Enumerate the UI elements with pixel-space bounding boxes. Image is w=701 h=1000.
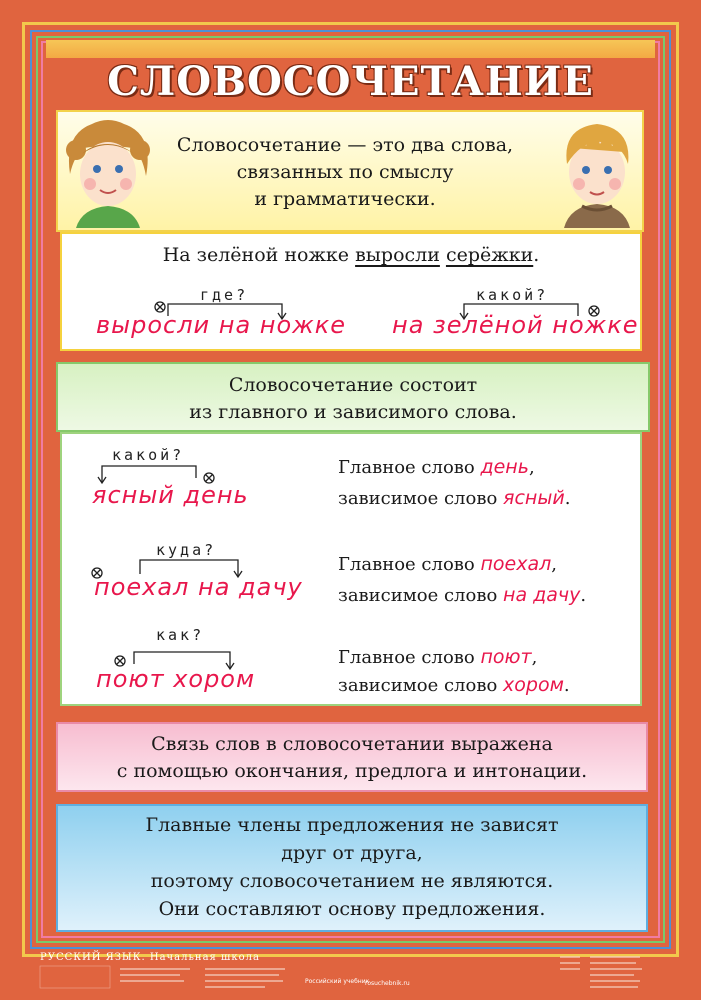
main-word: день xyxy=(480,456,529,478)
footer-series: РУССКИЙ ЯЗЫК. Начальная школа xyxy=(40,952,260,963)
question-label: как? xyxy=(156,626,205,644)
main-word: поехал xyxy=(480,553,552,575)
phrase-handwritten: поют хором xyxy=(96,665,256,693)
dependency-arrow xyxy=(460,304,599,319)
note-line: Они составляют основу предложения. xyxy=(158,898,546,920)
sentence-part: На зелёной ножке xyxy=(162,244,356,266)
connection-line: с помощью окончания, предлога и интонации. xyxy=(116,760,588,782)
main-word-line: Главное слово поют, xyxy=(338,646,538,668)
dependent-word-line: зависимое слово хором. xyxy=(338,674,570,696)
dependent-word: ясный xyxy=(503,487,565,509)
dependency-arrow xyxy=(115,652,234,669)
dependent-word-label: зависимое слово xyxy=(338,488,498,509)
phrase-handwritten: ясный день xyxy=(92,481,249,509)
definition-line: и грамматически. xyxy=(254,188,436,210)
dependent-word: хором xyxy=(503,674,564,696)
main-word-line: Главное слово поехал, xyxy=(338,553,557,575)
phrase-handwritten: поехал на дачу xyxy=(94,573,303,601)
dependent-word: на дачу xyxy=(503,584,581,606)
predicate-word: выросли xyxy=(355,244,440,266)
definition-line: Словосочетание — это два слова, xyxy=(176,134,514,156)
main-word-label: Главное слово xyxy=(338,554,475,575)
structure-line: Словосочетание состоит xyxy=(228,374,478,396)
main-word-label: Главное слово xyxy=(338,457,475,478)
question-label: где? xyxy=(200,286,249,304)
sentence-part: . xyxy=(533,244,540,266)
dependency-arrow xyxy=(92,560,242,578)
dependency-arrow xyxy=(155,302,286,319)
structure-line: из главного и зависимого слова. xyxy=(189,401,517,423)
poster-title: СЛОВОСОЧЕТАНИЕ xyxy=(107,58,594,105)
dependent-word-line: зависимое слово ясный. xyxy=(338,487,571,509)
main-word-label: Главное слово xyxy=(338,647,475,668)
main-word-line: Главное слово день, xyxy=(338,456,535,478)
dependent-word-line: зависимое слово на дачу. xyxy=(338,584,587,606)
question-label: какой? xyxy=(476,286,549,304)
dependent-word-label: зависимое слово xyxy=(338,675,498,696)
question-label: куда? xyxy=(156,541,217,559)
question-label: какой? xyxy=(112,446,185,464)
subject-word: серёжки xyxy=(445,244,534,266)
connection-line: Связь слов в словосочетании выражена xyxy=(151,733,553,755)
note-line: поэтому словосочетанием не являются. xyxy=(150,870,554,892)
note-line: Главные члены предложения не зависят xyxy=(145,814,559,836)
phrase-handwritten: выросли на ножке xyxy=(96,311,347,339)
dependent-word-label: зависимое слово xyxy=(338,585,498,606)
phrase-handwritten: на зелёной ножке xyxy=(392,311,639,339)
publisher-logo: Российский учебник xyxy=(305,978,370,985)
dependency-arrow xyxy=(98,466,214,483)
footer-site: rosuchebnik.ru xyxy=(365,980,410,987)
definition-line: связанных по смыслу xyxy=(236,161,454,183)
main-word: поют xyxy=(480,646,532,668)
note-line: друг от друга, xyxy=(281,842,423,864)
